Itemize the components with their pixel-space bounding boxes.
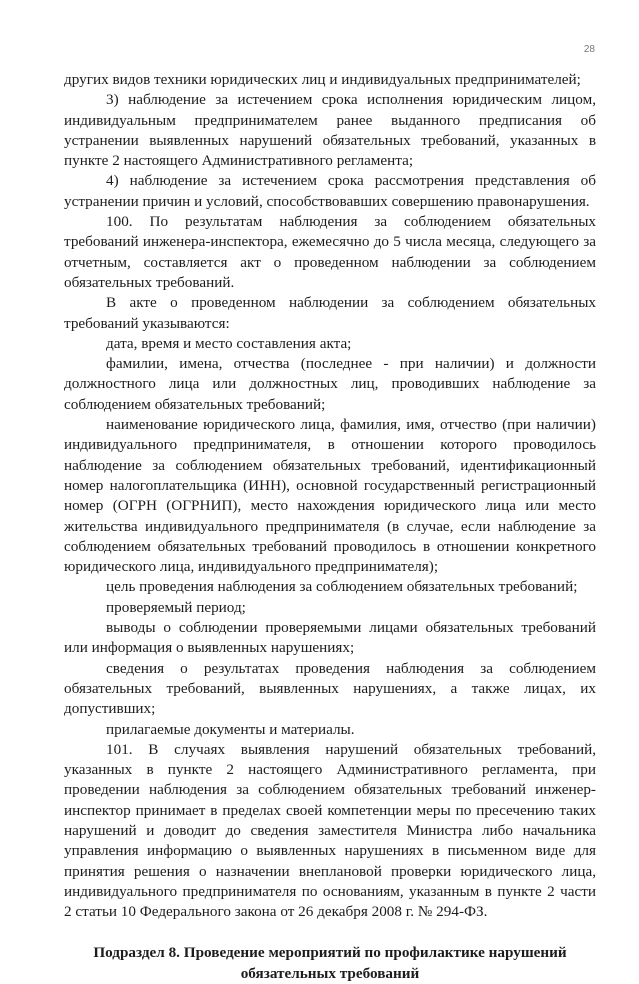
text-line: номер (ОГРН (ОГРНИП), место нахождения юридического лица или место xyxy=(64,497,596,515)
text-line: сведения о результатах проведения наблюдения за соблюдением xyxy=(106,659,596,677)
text-line: устранении выявленных нарушений обязательных требований, указанных в xyxy=(64,131,596,149)
text-line: юридического лица, индивидуального предпринимателя); xyxy=(64,558,439,576)
text-line: обязательных требований, выявленных нарушениях, а также лицах, их xyxy=(64,679,596,697)
text-line: индивидуальным предпринимателем ранее выданного предписания об xyxy=(64,111,596,129)
text-line: обязательных требований. xyxy=(64,273,235,291)
text-line: других видов техники юридических лиц и индивидуальных предпринимателей; xyxy=(64,71,581,88)
text-line: номер налогоплательщика (ИНН), основной государственный регистрационный xyxy=(64,476,596,494)
text-line: индивидуального предпринимателя, в отношении которого проводилось xyxy=(64,436,596,454)
text-line: 101. В случаях выявления нарушений обязательных требований, xyxy=(106,740,596,758)
text-line: инспектор принимает в пределах своей компетенции меры по пресечению таких xyxy=(64,801,596,819)
text-line: соблюдением обязательных требований; xyxy=(64,395,326,413)
text-line: В акте о проведенном наблюдении за соблюдением обязательных xyxy=(106,294,596,312)
text-line: допустивших; xyxy=(64,700,156,718)
text-line: жительства индивидуального предпринимателя (в случае, если наблюдение за xyxy=(64,517,596,535)
page-number: 28 xyxy=(583,44,595,55)
text-line: цель проведения наблюдения за соблюдением обязательных требований; xyxy=(106,578,578,596)
text-line: 4) наблюдение за истечением срока рассмотрения представления об xyxy=(106,172,596,190)
text-line: 2 статьи 10 Федерального закона от 26 декабря 2008 г. № 294-ФЗ. xyxy=(64,903,488,921)
text-line: наименование юридического лица, фамилия, имя, отчество (при наличии) xyxy=(106,416,596,434)
text-line: выводы о соблюдении проверяемыми лицами обязательных требований xyxy=(106,619,596,637)
body-text xyxy=(64,70,596,984)
text-line: управления информацию о выявленных нарушениях в письменном виде для xyxy=(64,842,596,860)
text-line: пункте 2 настоящего Административного регламента; xyxy=(64,152,414,170)
text-line: отчетным, составляется акт о проведенном наблюдении за соблюдением xyxy=(64,253,596,271)
text-line: требований инженера-инспектора, ежемесячно до 5 числа месяца, следующего за xyxy=(64,233,596,251)
text-line: соблюдением обязательных требований проводилось в отношении конкретного xyxy=(64,537,596,555)
text-line: указанных в пункте 2 настоящего Административного регламента, при xyxy=(64,761,596,779)
section-heading xyxy=(64,943,596,984)
text-line: проведении наблюдения за соблюдением обязательных требований инженер- xyxy=(64,781,596,799)
text-line: требований указываются: xyxy=(64,314,230,332)
text-line: принятия решения о назначении внеплановой проверки юридического лица, xyxy=(64,862,596,880)
section-heading-line: Подраздел 8. Проведение мероприятий по профилактике нарушений xyxy=(93,944,567,962)
text-line: должностного лица или должностных лиц, проводивших наблюдение за xyxy=(64,375,596,393)
text-line: наблюдение за соблюдением обязательных требований, идентификационный xyxy=(64,456,596,474)
text-line: проверяемый период; xyxy=(106,598,246,616)
text-line: 3) наблюдение за истечением срока исполнения юридическим лицом, xyxy=(106,91,596,109)
text-line: устранении причин и условий, способствовавших совершению правонарушения. xyxy=(64,192,590,210)
text-line: 100. По результатам наблюдения за соблюдением обязательных xyxy=(106,213,596,231)
text-line: дата, время и место составления акта; xyxy=(106,334,352,352)
text-line: прилагаемые документы и материалы. xyxy=(106,720,355,738)
text-line: нарушений и доводит до сведения заместителя Министра либо начальника xyxy=(64,821,596,839)
section-heading-line: обязательных требований xyxy=(240,964,420,982)
text-line: фамилии, имена, отчества (последнее - при наличии) и должности xyxy=(106,355,596,373)
text-line: индивидуального предпринимателя по основаниям, указанным в пункте 2 части xyxy=(64,882,596,900)
text-line: или информация о выявленных нарушениях; xyxy=(64,639,355,657)
